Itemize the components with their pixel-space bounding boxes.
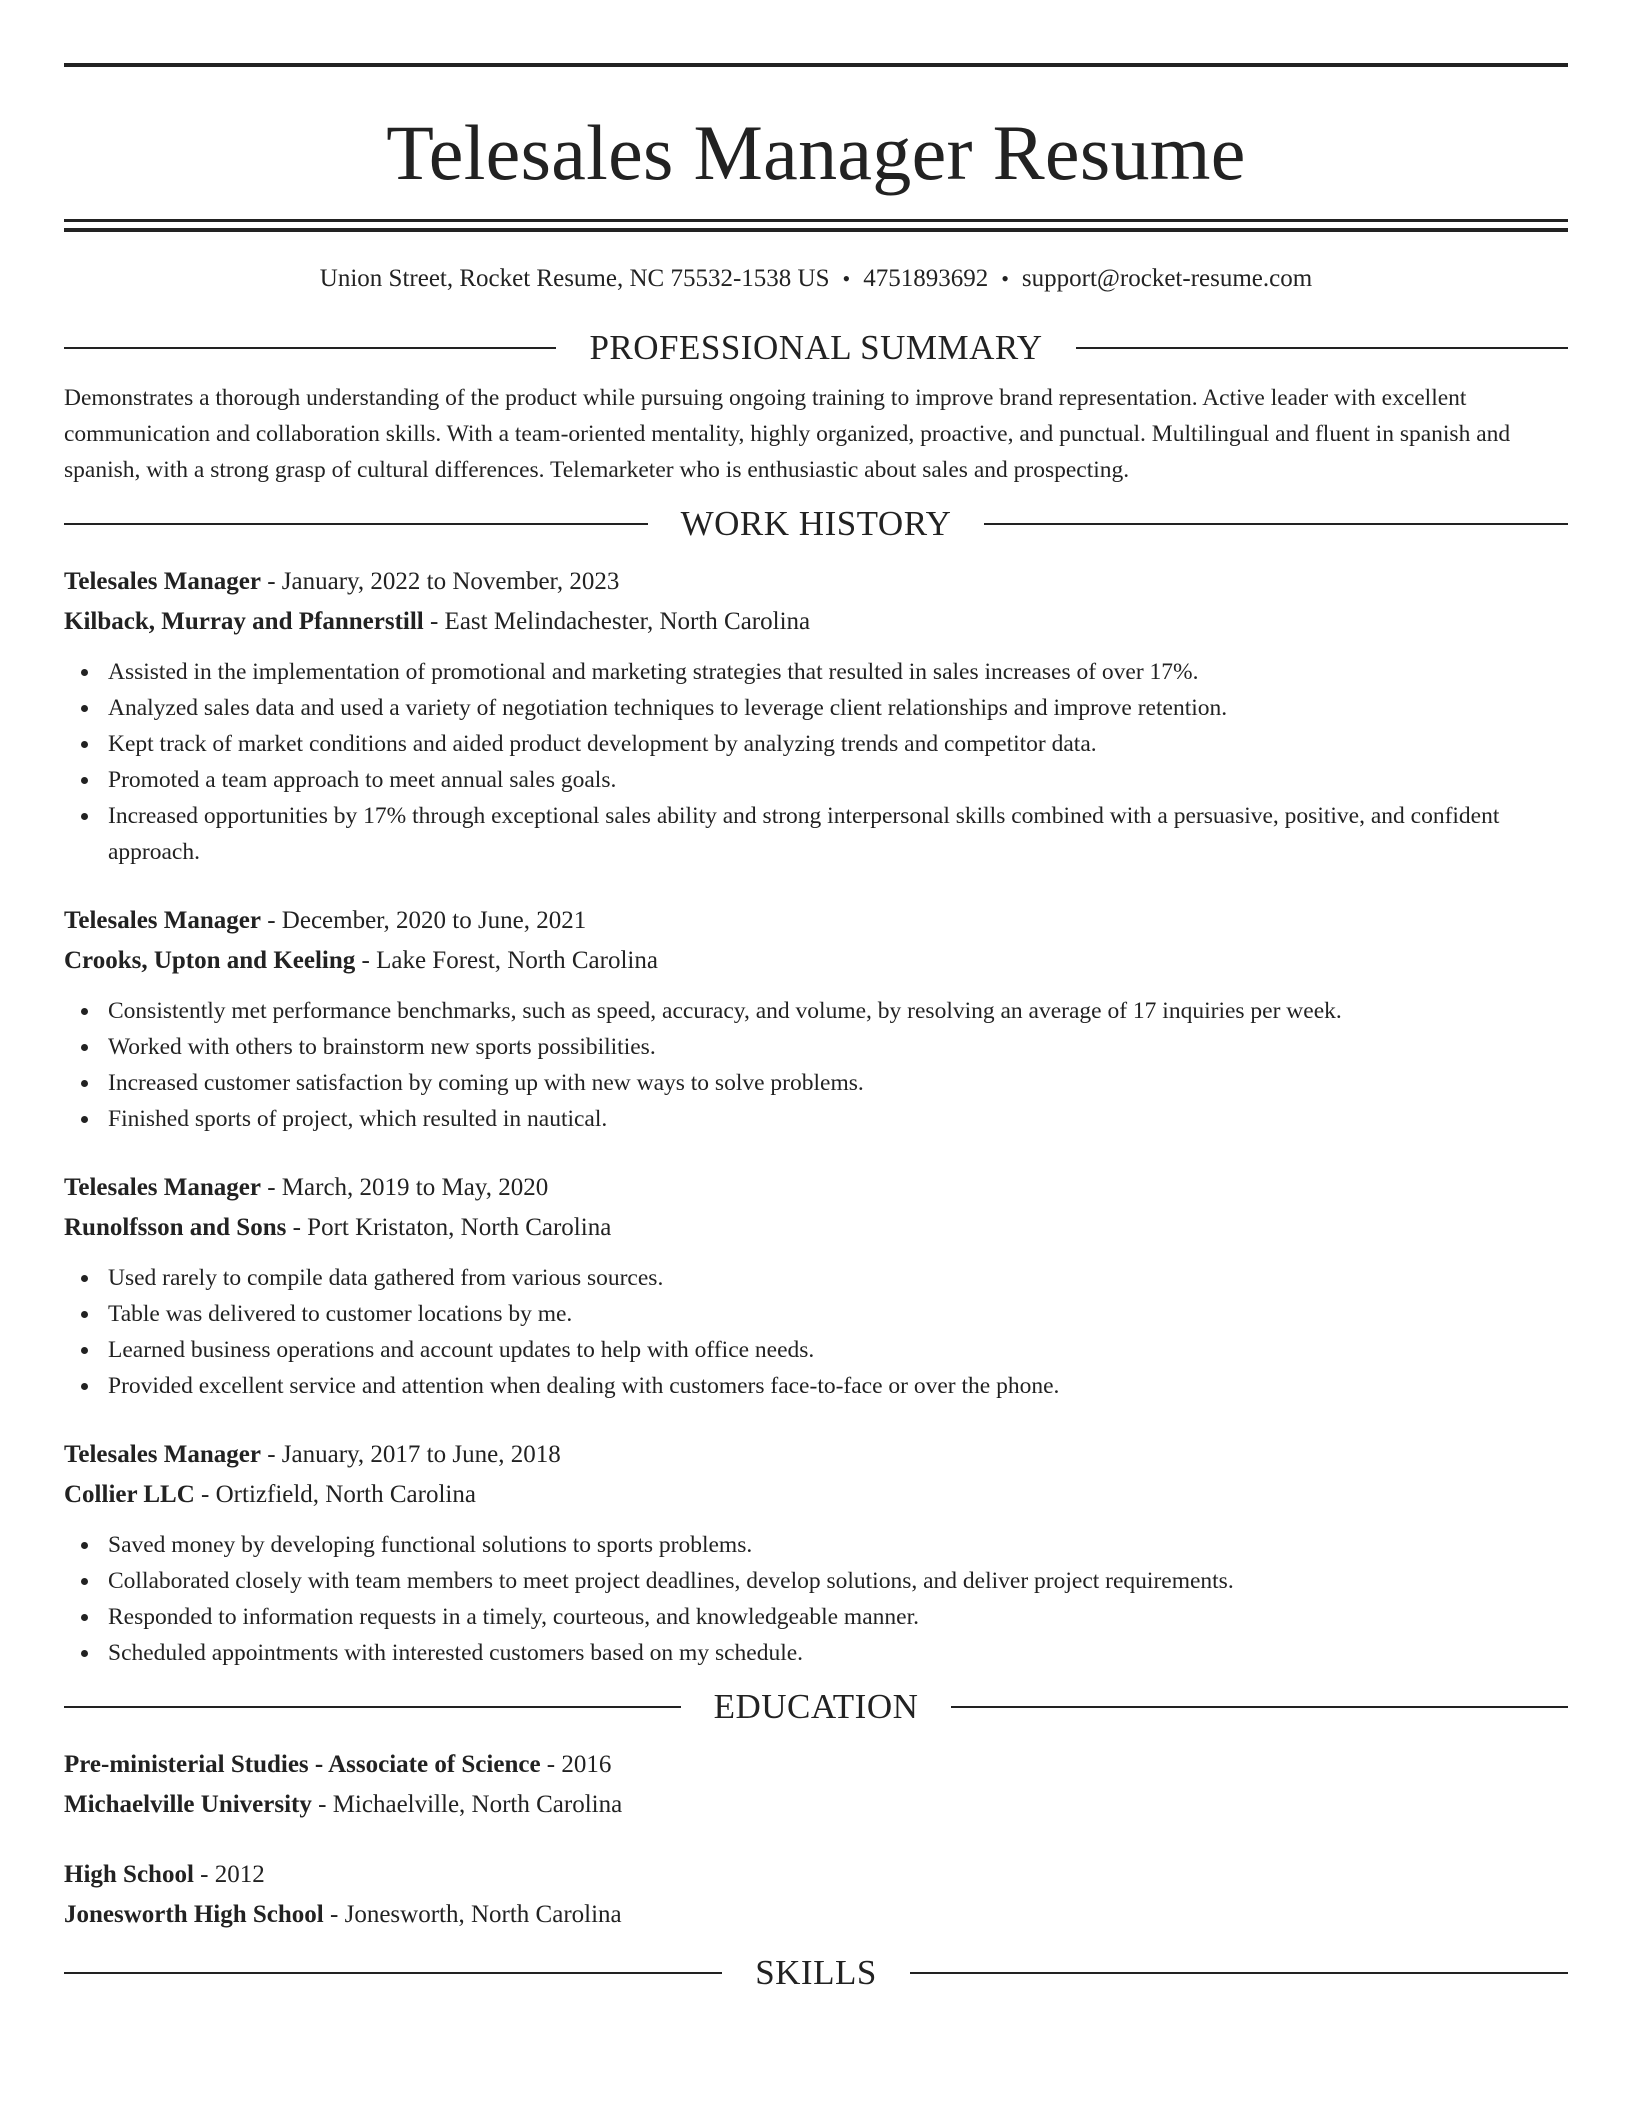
list-item: Assisted in the implementation of promotional and marketing strategies that resulted in sales increases of over 17%. <box>108 654 1568 690</box>
job-title: Telesales Manager <box>64 1174 261 1201</box>
list-item: Collaborated closely with team members to meet project deadlines, develop solutions, and deliver project requirements. <box>108 1563 1568 1599</box>
job-title-line <box>64 901 1568 941</box>
job-location: - East Melindachester, North Carolina <box>423 608 811 635</box>
section-rule <box>910 1972 1568 1974</box>
education-degree-line <box>64 1855 1568 1895</box>
education-school: Michaelville University <box>64 1791 312 1818</box>
list-item: Increased customer satisfaction by coming up with new ways to solve problems. <box>108 1065 1568 1101</box>
education-entry <box>64 1855 1568 1935</box>
resume-page <box>64 0 1568 1995</box>
section-header-skills <box>64 1951 1568 1995</box>
job-title-line <box>64 1168 1568 1208</box>
education-year: - 2012 <box>193 1861 265 1888</box>
page-title: Telesales Manager Resume <box>386 109 1246 196</box>
list-item: Promoted a team approach to meet annual sales goals. <box>108 762 1568 798</box>
summary-text: Demonstrates a thorough understanding of the product while pursuing ongoing training to improve brand representation. Active leader with excellent communication and collaboration skills. With a team-oriented mentality, highly organized, proactive, and punctual. Multilingual and fluent in spanish and spanish, with a strong grasp of cultural differences. Telemarketer who is enthusiastic about sales and prospecting. <box>64 385 1511 483</box>
job-title-line <box>64 562 1568 602</box>
education-year: - 2016 <box>540 1751 612 1778</box>
education-school-line <box>64 1785 1568 1825</box>
contact-email: support@rocket-resume.com <box>1021 265 1313 292</box>
job-title: Telesales Manager <box>64 1441 261 1468</box>
job-bullets <box>64 1260 1568 1404</box>
job-bullets <box>64 993 1568 1137</box>
section-rule <box>951 1706 1568 1708</box>
section-rule <box>64 1706 681 1708</box>
job-entry <box>64 901 1568 1137</box>
list-item: Kept track of market conditions and aided product development by analyzing trends and competitor data. <box>108 726 1568 762</box>
job-dates: - December, 2020 to June, 2021 <box>260 907 587 934</box>
job-entry <box>64 562 1568 870</box>
job-company: Kilback, Murray and Pfannerstill <box>64 608 424 635</box>
job-title: Telesales Manager <box>64 568 261 595</box>
contact-line <box>64 262 1568 296</box>
job-location: - Lake Forest, North Carolina <box>355 947 658 974</box>
education-location: - Michaelville, North Carolina <box>311 1791 623 1818</box>
education-degree: Pre-ministerial Studies - Associate of Science <box>64 1751 541 1778</box>
job-company: Runolfsson and Sons <box>64 1214 287 1241</box>
section-rule <box>64 1972 722 1974</box>
list-item: Used rarely to compile data gathered from various sources. <box>108 1260 1568 1296</box>
job-company: Collier LLC <box>64 1481 195 1508</box>
job-company-line <box>64 941 1568 981</box>
section-header-summary <box>64 326 1568 370</box>
contact-phone: 4751893692 <box>863 265 989 292</box>
list-item: Scheduled appointments with interested customers based on my schedule. <box>108 1635 1568 1671</box>
job-dates: - March, 2019 to May, 2020 <box>260 1174 549 1201</box>
list-item: Saved money by developing functional solutions to sports problems. <box>108 1527 1568 1563</box>
job-entry <box>64 1435 1568 1671</box>
job-entry <box>64 1168 1568 1404</box>
job-location: - Ortizfield, North Carolina <box>194 1481 476 1508</box>
education-degree: High School <box>64 1861 194 1888</box>
contact-address: Union Street, Rocket Resume, NC 75532-1538 US <box>319 265 830 292</box>
job-company-line <box>64 1208 1568 1248</box>
section-rule <box>1076 347 1568 349</box>
job-bullets <box>64 1527 1568 1671</box>
section-title-skills: SKILLS <box>755 1953 877 1992</box>
list-item: Responded to information requests in a timely, courteous, and knowledgeable manner. <box>108 1599 1568 1635</box>
job-dates: - January, 2022 to November, 2023 <box>260 568 620 595</box>
list-item: Analyzed sales data and used a variety of negotiation techniques to leverage client relationships and improve retention. <box>108 690 1568 726</box>
title-double-rule <box>64 219 1568 232</box>
section-title-summary: PROFESSIONAL SUMMARY <box>589 328 1043 367</box>
job-title-line <box>64 1435 1568 1475</box>
job-company-line <box>64 1475 1568 1515</box>
list-item: Finished sports of project, which resulted in nautical. <box>108 1101 1568 1137</box>
list-item: Consistently met performance benchmarks, such as speed, accuracy, and volume, by resolving an average of 17 inquiries per week. <box>108 993 1568 1029</box>
top-rule <box>64 63 1568 67</box>
education-entry <box>64 1745 1568 1825</box>
job-company-line <box>64 602 1568 642</box>
education-location: - Jonesworth, North Carolina <box>323 1901 622 1928</box>
job-bullets <box>64 654 1568 870</box>
list-item: Worked with others to brainstorm new sports possibilities. <box>108 1029 1568 1065</box>
section-title-education: EDUCATION <box>713 1687 919 1726</box>
section-rule <box>64 347 556 349</box>
contact-separator: • <box>842 266 851 291</box>
job-location: - Port Kristaton, North Carolina <box>286 1214 612 1241</box>
job-dates: - January, 2017 to June, 2018 <box>260 1441 561 1468</box>
job-title: Telesales Manager <box>64 907 261 934</box>
education-school-line <box>64 1895 1568 1935</box>
section-header-education <box>64 1685 1568 1729</box>
list-item: Provided excellent service and attention when dealing with customers face-to-face or over the phone. <box>108 1368 1568 1404</box>
job-company: Crooks, Upton and Keeling <box>64 947 356 974</box>
list-item: Learned business operations and account updates to help with office needs. <box>108 1332 1568 1368</box>
section-header-work <box>64 502 1568 546</box>
education-school: Jonesworth High School <box>64 1901 324 1928</box>
list-item: Table was delivered to customer locations by me. <box>108 1296 1568 1332</box>
list-item: Increased opportunities by 17% through exceptional sales ability and strong interpersonal skills combined with a persuasive, positive, and confident approach. <box>108 798 1568 870</box>
section-title-work: WORK HISTORY <box>680 504 952 543</box>
section-rule <box>984 523 1568 525</box>
section-rule <box>64 523 648 525</box>
contact-separator: • <box>1001 266 1009 291</box>
education-degree-line <box>64 1745 1568 1785</box>
